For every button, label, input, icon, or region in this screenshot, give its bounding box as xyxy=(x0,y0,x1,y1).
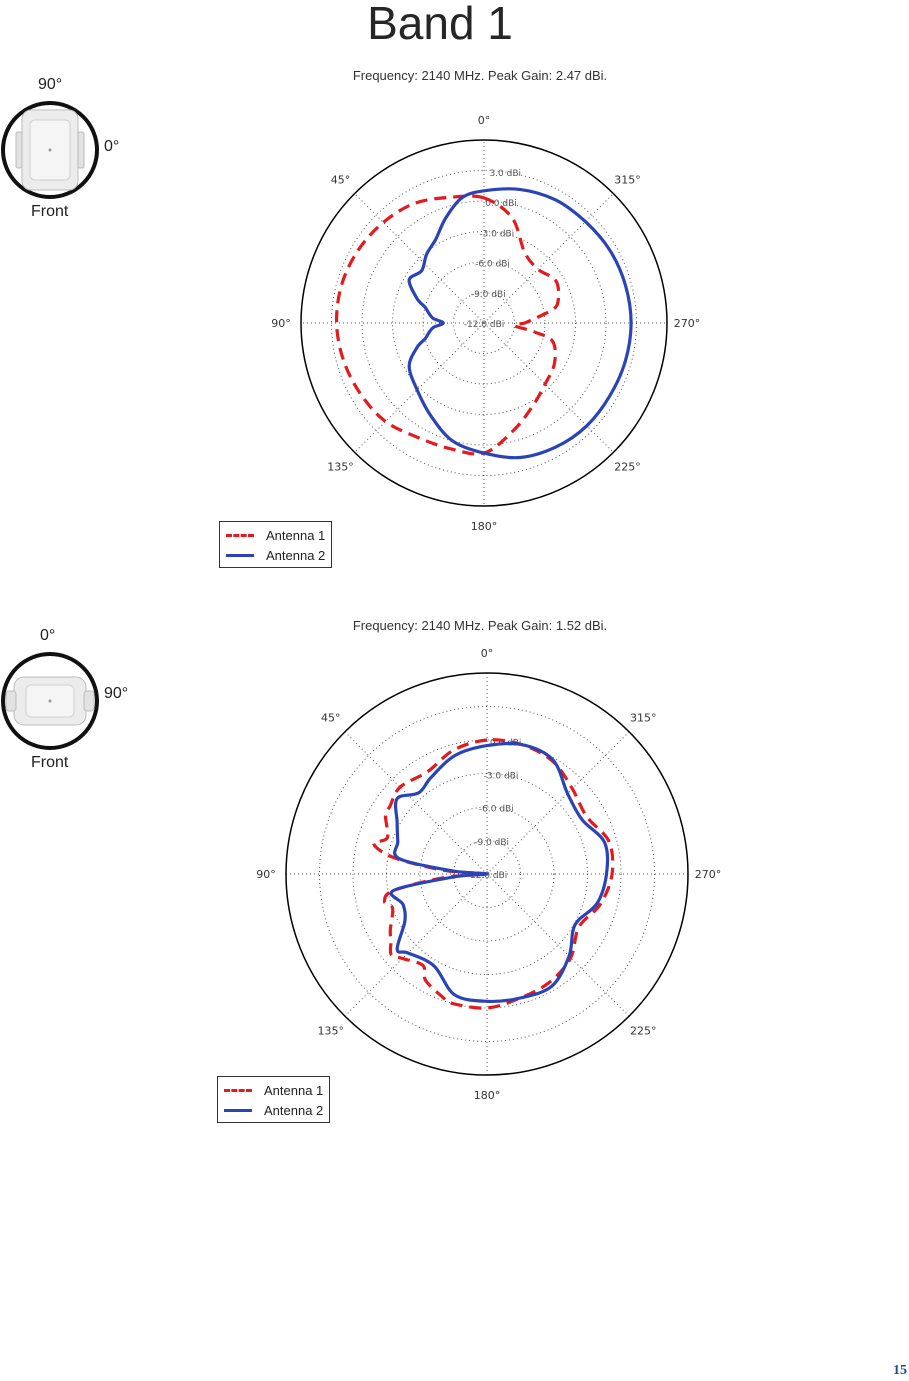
radial-tick-label: -9.0 dBi xyxy=(470,289,506,300)
angle-tick-label: 45° xyxy=(330,173,351,187)
chart-legend xyxy=(219,521,332,568)
angular-grid-line xyxy=(345,732,487,874)
angle-tick-label: 90° xyxy=(256,868,276,881)
angle-tick-label: 135° xyxy=(317,1024,344,1038)
legend-label: Antenna 2 xyxy=(264,1102,324,1118)
radial-tick-label: -3.0 dBi xyxy=(483,771,519,782)
angle-tick-label: 315° xyxy=(630,711,657,725)
radial-tick-label: -9.0 dBi xyxy=(474,837,510,848)
dashed-line-swatch xyxy=(226,534,254,537)
angle-tick-label: 45° xyxy=(320,711,341,725)
solid-line-swatch xyxy=(224,1109,252,1112)
chart-title: Frequency: 2140 MHz. Peak Gain: 1.52 dBi. xyxy=(352,618,608,633)
radial-tick-label: -12.0 dBi xyxy=(463,320,505,330)
orientation-front-label: Front xyxy=(31,203,69,220)
angle-tick-label: 270° xyxy=(673,317,701,330)
polar-chart-2 xyxy=(0,600,909,1120)
legend-label: Antenna 1 xyxy=(266,527,326,543)
dashed-line-swatch xyxy=(224,1089,252,1092)
angle-tick-label: 90° xyxy=(271,317,291,330)
radial-tick-label: -3.0 dBi xyxy=(479,229,515,240)
angular-grid-line xyxy=(484,323,613,452)
legend-item-antenna-2 xyxy=(224,1100,323,1120)
radial-tick-label: 0.0 dBi xyxy=(489,738,522,749)
orientation-top-label: 0° xyxy=(40,627,56,644)
page-title: Band 1 xyxy=(367,0,513,49)
radial-tick-label: -12.0 dBi xyxy=(466,871,508,881)
angle-tick-label: 180° xyxy=(470,520,498,533)
angular-grid-line xyxy=(484,194,613,323)
angular-grid-line xyxy=(345,874,487,1016)
chart-title: Frequency: 2140 MHz. Peak Gain: 2.47 dBi. xyxy=(352,68,608,83)
angle-tick-label: 225° xyxy=(630,1024,657,1038)
orientation-side-label: 90° xyxy=(104,685,129,702)
legend-item-antenna-1 xyxy=(224,1080,323,1100)
legend-item-antenna-1 xyxy=(226,525,325,545)
angle-tick-label: 0° xyxy=(477,114,491,127)
radial-tick-label: -6.0 dBi xyxy=(475,259,510,270)
angle-tick-label: 0° xyxy=(480,647,494,660)
angle-tick-label: 225° xyxy=(614,460,641,474)
angle-tick-label: 270° xyxy=(694,868,722,881)
angle-tick-label: 135° xyxy=(327,460,354,474)
legend-item-antenna-2 xyxy=(226,545,325,565)
orientation-top-label: 90° xyxy=(38,76,63,93)
solid-line-swatch xyxy=(226,554,254,557)
polar-chart-1 xyxy=(0,0,909,560)
angular-grid-line xyxy=(487,874,629,1016)
legend-label: Antenna 1 xyxy=(264,1082,324,1098)
chart-legend xyxy=(217,1076,330,1123)
radial-tick-label: 0.0 dBi xyxy=(485,199,517,210)
angle-tick-label: 180° xyxy=(473,1089,501,1102)
legend-label: Antenna 2 xyxy=(266,547,326,563)
orientation-front-label: Front xyxy=(31,754,69,771)
angle-tick-label: 315° xyxy=(614,173,641,187)
page-number: 15 xyxy=(893,1363,907,1378)
orientation-side-label: 0° xyxy=(104,138,120,155)
series-antenna-1-line xyxy=(337,196,559,454)
radial-tick-label: -6.0 dBi xyxy=(478,804,514,815)
radial-tick-label: 3.0 dBi xyxy=(489,168,522,179)
